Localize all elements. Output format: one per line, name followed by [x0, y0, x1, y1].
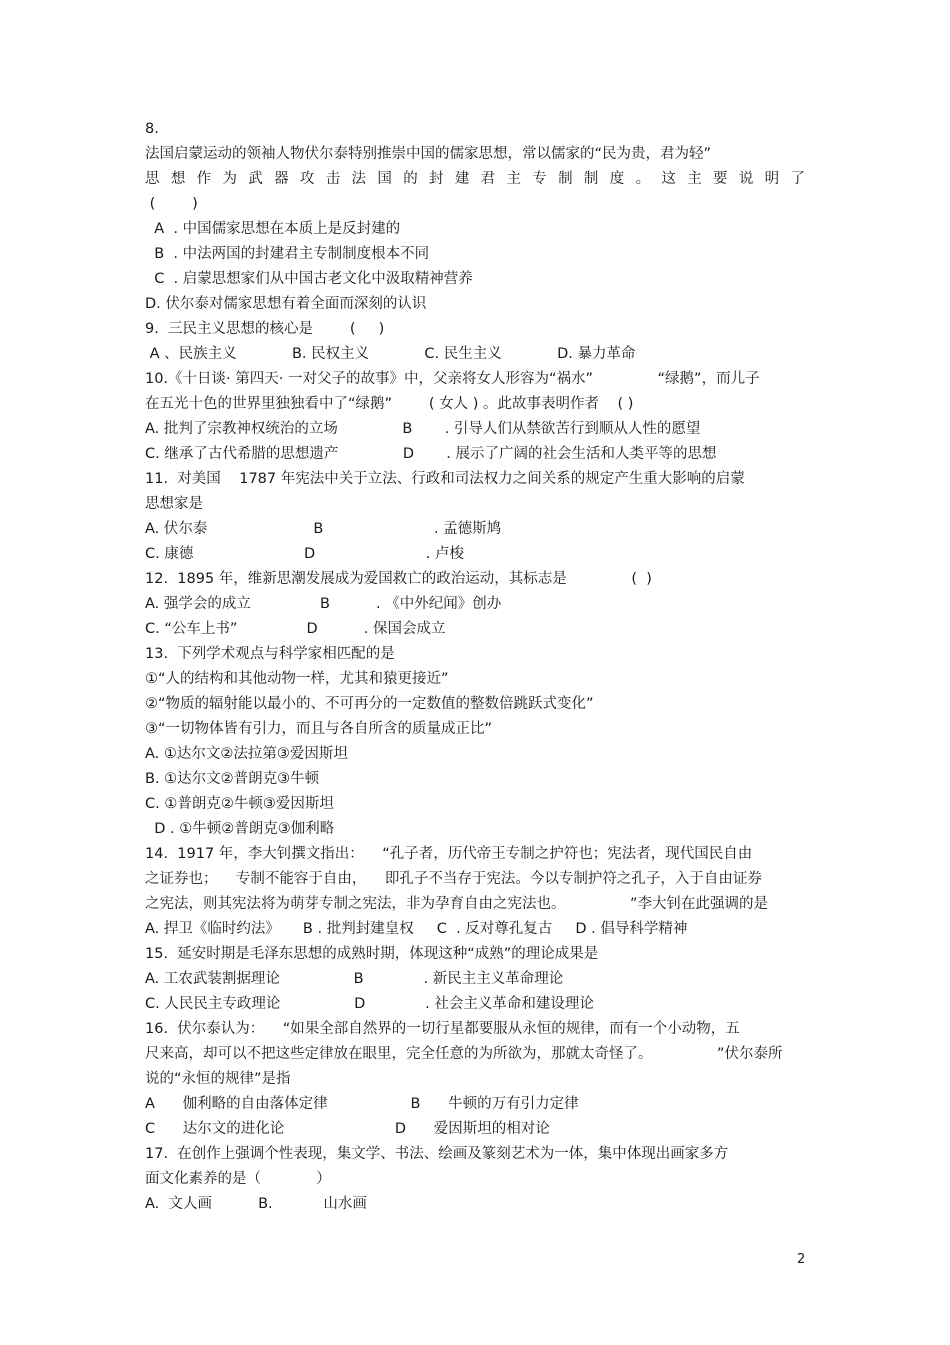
question-8-option-a: A . 中国儒家思想在本质上是反封建的	[145, 221, 401, 237]
question-14-stem-line-3: 之宪法，则其宪法将为萌芽专制之宪法，非为孕育自由之宪法也。 ”李大钊在此强调的是	[145, 896, 769, 912]
question-15-stem: 15. 延安时期是毛泽东思想的成熟时期，体现这种“成熟”的理论成果是	[145, 946, 599, 962]
question-17-stem-line-2: 面文化素养的是（ ）	[145, 1171, 331, 1187]
question-13-statement-3: ③“一切物体皆有引力，而且与各自所含的质量成正比”	[145, 721, 493, 737]
question-8-number: 8.	[145, 121, 159, 137]
question-13-option-b: B. ①达尔文②普朗克③牛顿	[145, 771, 320, 787]
question-12-stem: 12. 1895 年，维新思潮发展成为爱国救亡的政治运动，其标志是 ( )	[145, 571, 652, 587]
question-10-options-ab: A. 批判了宗教神权统治的立场 B . 引导人们从禁欲苦行到顺从人性的愿望	[145, 421, 701, 437]
question-9-options: A 、民族主义 B. 民权主义 C. 民生主义 D. 暴力革命	[145, 346, 636, 362]
question-8-blank: ( )	[145, 196, 198, 212]
question-11-stem-line-1: 11. 对美国 1787 年宪法中关于立法、行政和司法权力之间关系的规定产生重大影响的启蒙	[145, 471, 745, 487]
question-17-stem-line-1: 17. 在创作上强调个性表现，集文学、书法、绘画及篆刻艺术为一体，集中体现出画家多方	[145, 1146, 729, 1162]
question-13-option-d: D . ①牛顿②普朗克③伽利略	[145, 821, 335, 837]
question-13-stem: 13. 下列学术观点与科学家相匹配的是	[145, 646, 395, 662]
question-16-stem-line-1: 16. 伏尔泰认为： “如果全部自然界的一切行星都要服从永恒的规律，而有一个小动物，五	[145, 1021, 740, 1037]
question-15-options-ab: A. 工农武装割据理论 B . 新民主主义革命理论	[145, 971, 564, 987]
question-16-stem-line-3: 说的“永恒的规律”是指	[145, 1071, 291, 1087]
question-8-option-d: D. 伏尔泰对儒家思想有着全面而深刻的认识	[145, 296, 427, 312]
question-15-options-cd: C. 人民民主专政理论 D . 社会主义革命和建设理论	[145, 996, 594, 1012]
question-10-stem-line-2: 在五光十色的世界里独独看中了“绿鹅” ( 女人 ) 。此故事表明作者 ( )	[145, 396, 634, 412]
question-12-options-cd: C. “公车上书” D . 保国会成立	[145, 621, 446, 637]
question-8-stem-line-1: 法国启蒙运动的领袖人物伏尔泰特别推崇中国的儒家思想，常以儒家的“民为贵，君为轻”	[145, 146, 712, 162]
question-8-option-b: B . 中法两国的封建君主专制制度根本不同	[145, 246, 430, 262]
question-11-stem-line-2: 思想家是	[145, 496, 203, 512]
question-16-stem-line-2: 尺来高，却可以不把这些定律放在眼里，完全任意的为所欲为，那就太奇怪了。 ”伏尔泰所	[145, 1046, 783, 1062]
question-13-option-a: A. ①达尔文②法拉第③爱因斯坦	[145, 746, 348, 762]
question-8-stem-line-2: 思 想 作 为 武 器 攻 击 法 国 的 封 建 君 主 专 制 制 度 。 这 主 要 说 明 了	[145, 171, 805, 187]
question-14-stem-line-2: 之证券也； 专制不能容于自由， 即孔子不当存于宪法。今以专制护符之孔子，入于自由证券	[145, 871, 762, 887]
question-14-options: A. 捍卫《临时约法》 B . 批判封建皇权 C . 反对尊孔复古 D . 倡导科学精神	[145, 921, 688, 937]
question-11-options-ab: A. 伏尔泰 B . 孟德斯鸠	[145, 521, 502, 537]
question-17-options: A. 文人画 B. 山水画	[145, 1196, 367, 1212]
question-9-stem: 9. 三民主义思想的核心是 ( )	[145, 321, 385, 337]
question-11-options-cd: C. 康德 D . 卢梭	[145, 546, 464, 562]
question-16-options-cd: C 达尔文的进化论 D 爱因斯坦的相对论	[145, 1121, 550, 1137]
page-number: 2	[797, 1252, 806, 1267]
question-13-statement-2: ②“物质的辐射能以最小的、不可再分的一定数值的整数倍跳跃式变化”	[145, 696, 594, 712]
question-13-option-c: C. ①普朗克②牛顿③爱因斯坦	[145, 796, 334, 812]
question-16-options-ab: A 伽利略的自由落体定律 B 牛顿的万有引力定律	[145, 1096, 579, 1112]
question-13-statement-1: ①“人的结构和其他动物一样，尤其和猿更接近”	[145, 671, 449, 687]
question-14-stem-line-1: 14. 1917 年，李大钊撰文指出： “孔子者，历代帝王专制之护符也；宪法者，现代国民自由	[145, 846, 753, 862]
question-10-options-cd: C. 继承了古代希腊的思想遗产 D . 展示了广阔的社会生活和人类平等的思想	[145, 446, 717, 462]
question-8-option-c: C . 启蒙思想家们从中国古老文化中汲取精神营养	[145, 271, 473, 287]
question-12-options-ab: A. 强学会的成立 B . 《中外纪闻》创办	[145, 596, 502, 612]
question-10-stem-line-1: 10.《十日谈· 第四天· 一对父子的故事》中，父亲将女人形容为“祸水” “绿鹅”，而儿子	[145, 371, 760, 387]
